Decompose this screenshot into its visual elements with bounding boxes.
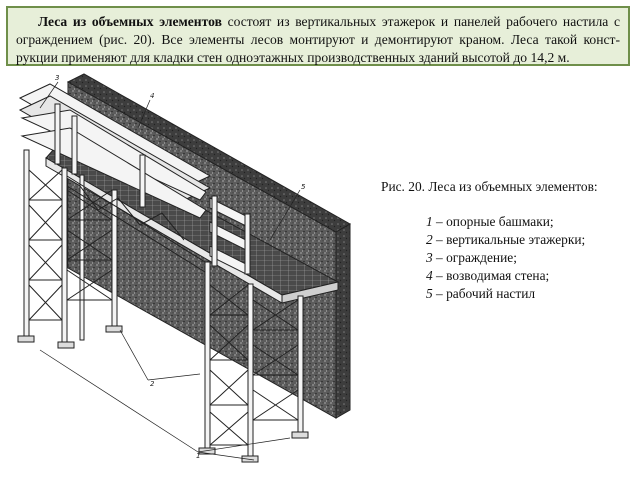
intro-paragraph [6,6,630,66]
legend-text: – опорные башмаки; [432,214,554,229]
legend-item [426,213,631,231]
legend-text: – вертикальные этажерки; [432,232,586,247]
caption-title: Рис. 20. Леса из объемных элементов: [381,179,598,194]
legend-item [426,231,631,249]
legend-number: 3 [426,250,433,265]
legend-number: 1 [426,214,433,229]
legend-text: – возводимая стена; [432,268,550,283]
intro-bold-lead: Леса из объемных элементов [38,14,222,29]
legend-item [426,267,631,285]
callout-4: 4 [150,92,155,100]
legend-list [381,213,631,303]
intro-text: состоят из вертикальных этажерок и панелей рабочего настила с ограждением (рис. 20). Все элементы лесов монтируют и демонтируют краном. Леса такой конст-рукции применяют для кладки стен одноэтажных производственных зданий высотой до 14,2 м. [16,14,620,65]
legend-item [426,249,631,267]
legend-number: 5 [426,286,433,301]
legend-item [426,285,631,303]
callout-5: 5 [301,183,306,191]
figure-caption [381,178,631,303]
legend-number: 4 [426,268,433,283]
callout-3: 3 [55,74,60,82]
legend-number: 2 [426,232,433,247]
callout-2: 2 [150,380,155,388]
legend-text: – рабочий настил [432,286,536,301]
legend-text: – ограждение; [432,250,517,265]
scaffold-illustration [0,68,360,480]
callout-1: 1 [196,452,201,460]
